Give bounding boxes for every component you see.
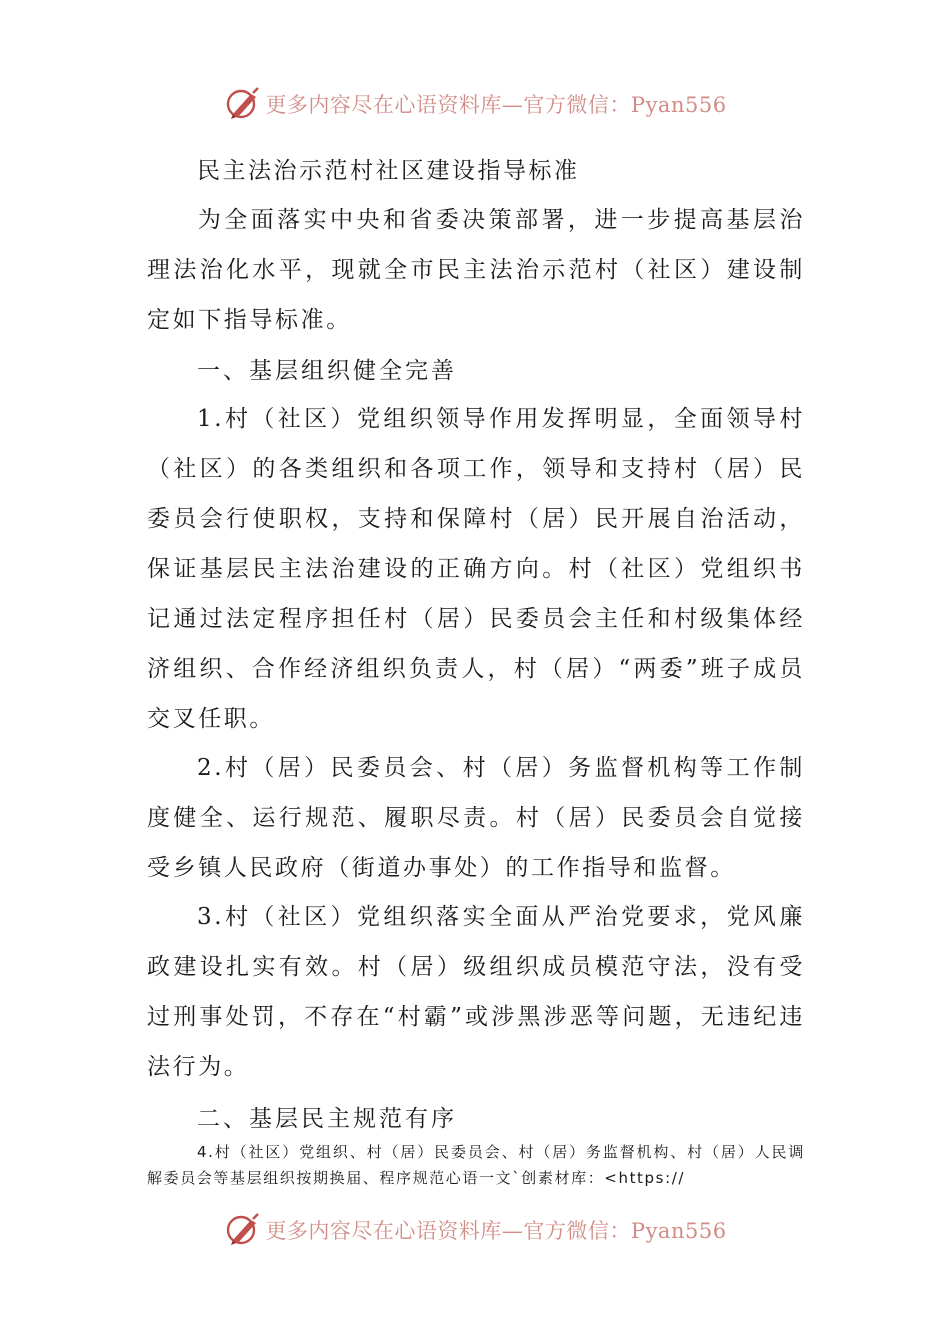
intro-paragraph: [147, 195, 805, 345]
watermark-footer: [0, 1208, 950, 1252]
pen-logo-icon: [223, 1210, 263, 1250]
document-title: 民主法治示范村社区建设指导标准: [197, 158, 580, 184]
section-heading-2: 二、基层民主规范有序: [197, 1106, 457, 1132]
watermark-text: 更多内容尽在心语资料库—官方微信：Pyan556: [265, 1219, 727, 1243]
item-1-paragraph: [147, 394, 805, 744]
intro-text: 为全面落实中央和省委决策部署，进一步提高基层治理法治化水平，现就全市民主法治示范村（社区）建设制定如下指导标准。: [147, 207, 805, 333]
section-heading-1: 一、基层组织健全完善: [197, 358, 457, 384]
watermark-text: 更多内容尽在心语资料库—官方微信：Pyan556: [265, 93, 727, 117]
watermark-header: [0, 82, 950, 126]
item-1-text: 1.村（社区）党组织领导作用发挥明显，全面领导村（社区）的各类组织和各项工作，领导和支持村（居）民委员会行使职权，支持和保障村（居）民开展自治活动，保证基层民主法治建设的正确方向。村（社区）党组织书记通过法定程序担任村（居）民委员会主任和村级集体经济组织、合作经济组织负责人，村（居）“两委”班子成员交叉任职。: [147, 406, 805, 732]
item-3-text: 3.村（社区）党组织落实全面从严治党要求，党风廉政建设扎实有效。村（居）级组织成员模范守法，没有受过刑事处罚，不存在“村霸”或涉黑涉恶等问题，无违纪违法行为。: [147, 904, 805, 1080]
item-2-paragraph: [147, 743, 805, 893]
item-4-paragraph: [147, 1139, 805, 1191]
item-4-text: 4.村（社区）党组织、村（居）民委员会、村（居）务监督机构、村（居）人民调解委员会等基层组织按期换届、程序规范心语一文`创素材库：<https://: [147, 1143, 805, 1187]
item-3-paragraph: [147, 892, 805, 1092]
item-2-text: 2.村（居）民委员会、村（居）务监督机构等工作制度健全、运行规范、履职尽责。村（居）民委员会自觉接受乡镇人民政府（街道办事处）的工作指导和监督。: [147, 755, 805, 881]
pen-logo-icon: [223, 84, 263, 124]
